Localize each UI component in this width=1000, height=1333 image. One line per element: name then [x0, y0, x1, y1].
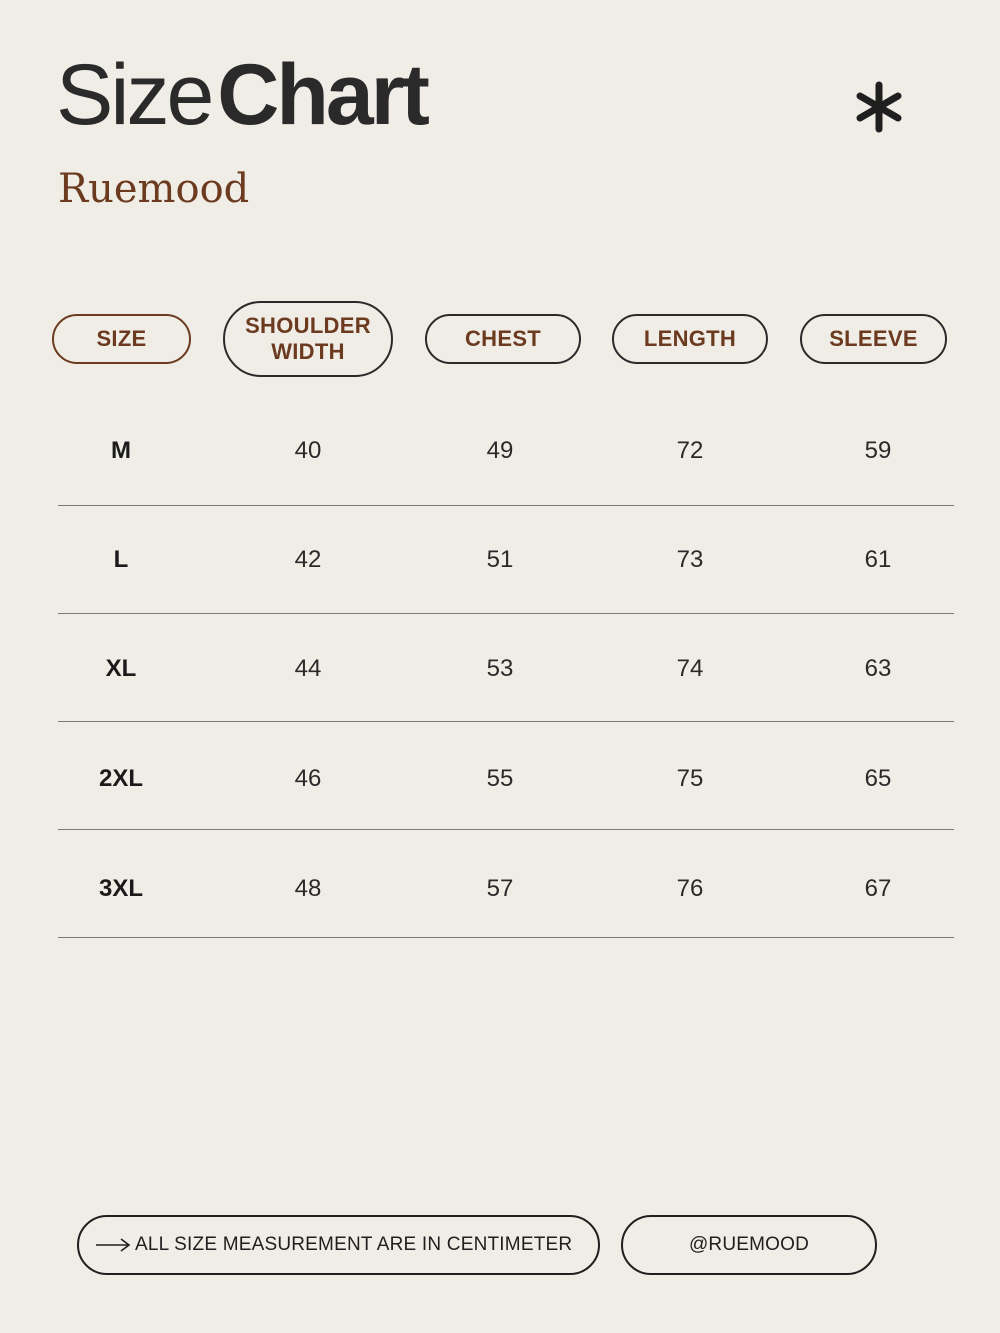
- column-header-label: SHOULDER: [245, 313, 371, 338]
- table-cell-sleeve: 65: [864, 765, 892, 792]
- table-cell-size: 3XL: [98, 875, 143, 902]
- social-handle: [621, 1215, 877, 1275]
- brand-name: Ruemood: [58, 166, 250, 212]
- table-cell-size: M: [111, 437, 131, 464]
- table-cell-length: 72: [676, 437, 704, 464]
- column-header-length: [612, 314, 768, 364]
- measurement-note-text: ALL SIZE MEASUREMENT ARE IN CENTIMETER: [135, 1234, 573, 1255]
- arrow-right-icon: [95, 1238, 131, 1252]
- table-cell-length: 76: [676, 875, 704, 902]
- table-cell-size: L: [113, 546, 129, 573]
- table-cell-chest: 57: [486, 875, 514, 902]
- table-cell-shoulder: 44: [294, 655, 322, 682]
- table-cell-sleeve: 59: [864, 437, 892, 464]
- table-cell-shoulder: 46: [294, 765, 322, 792]
- social-handle-text: @RUEMOOD: [688, 1234, 810, 1255]
- table-cell-length: 75: [676, 765, 704, 792]
- page-title: [56, 47, 427, 143]
- row-divider: [58, 937, 954, 938]
- column-header-sleeve: [800, 314, 947, 364]
- table-cell-chest: 55: [486, 765, 514, 792]
- column-header-label: LENGTH: [643, 326, 737, 351]
- title-light: Size: [56, 47, 212, 143]
- table-cell-sleeve: 63: [864, 655, 892, 682]
- column-header-chest: [425, 314, 581, 364]
- row-divider: [58, 721, 954, 722]
- asterisk-icon: [852, 80, 906, 134]
- table-cell-shoulder: 40: [294, 437, 322, 464]
- table-cell-shoulder: 42: [294, 546, 322, 573]
- title-bold: Chart: [217, 47, 427, 143]
- table-cell-chest: 51: [486, 546, 514, 573]
- row-divider: [58, 829, 954, 830]
- table-cell-shoulder: 48: [294, 875, 322, 902]
- column-header-label: CHEST: [464, 326, 542, 351]
- table-cell-length: 73: [676, 546, 704, 573]
- table-cell-length: 74: [676, 655, 704, 682]
- column-header-size: [52, 314, 191, 364]
- table-cell-sleeve: 61: [864, 546, 892, 573]
- table-cell-sleeve: 67: [864, 875, 892, 902]
- column-header-label: SIZE: [96, 326, 147, 351]
- column-header-shoulder-width: [223, 301, 393, 377]
- measurement-note: [77, 1215, 600, 1275]
- row-divider: [58, 613, 954, 614]
- column-header-label: SLEEVE: [829, 326, 918, 351]
- table-cell-chest: 49: [486, 437, 514, 464]
- row-divider: [58, 505, 954, 506]
- column-header-label: WIDTH: [271, 339, 345, 364]
- table-cell-size: 2XL: [98, 765, 143, 792]
- table-cell-chest: 53: [486, 655, 514, 682]
- table-cell-size: XL: [105, 655, 137, 682]
